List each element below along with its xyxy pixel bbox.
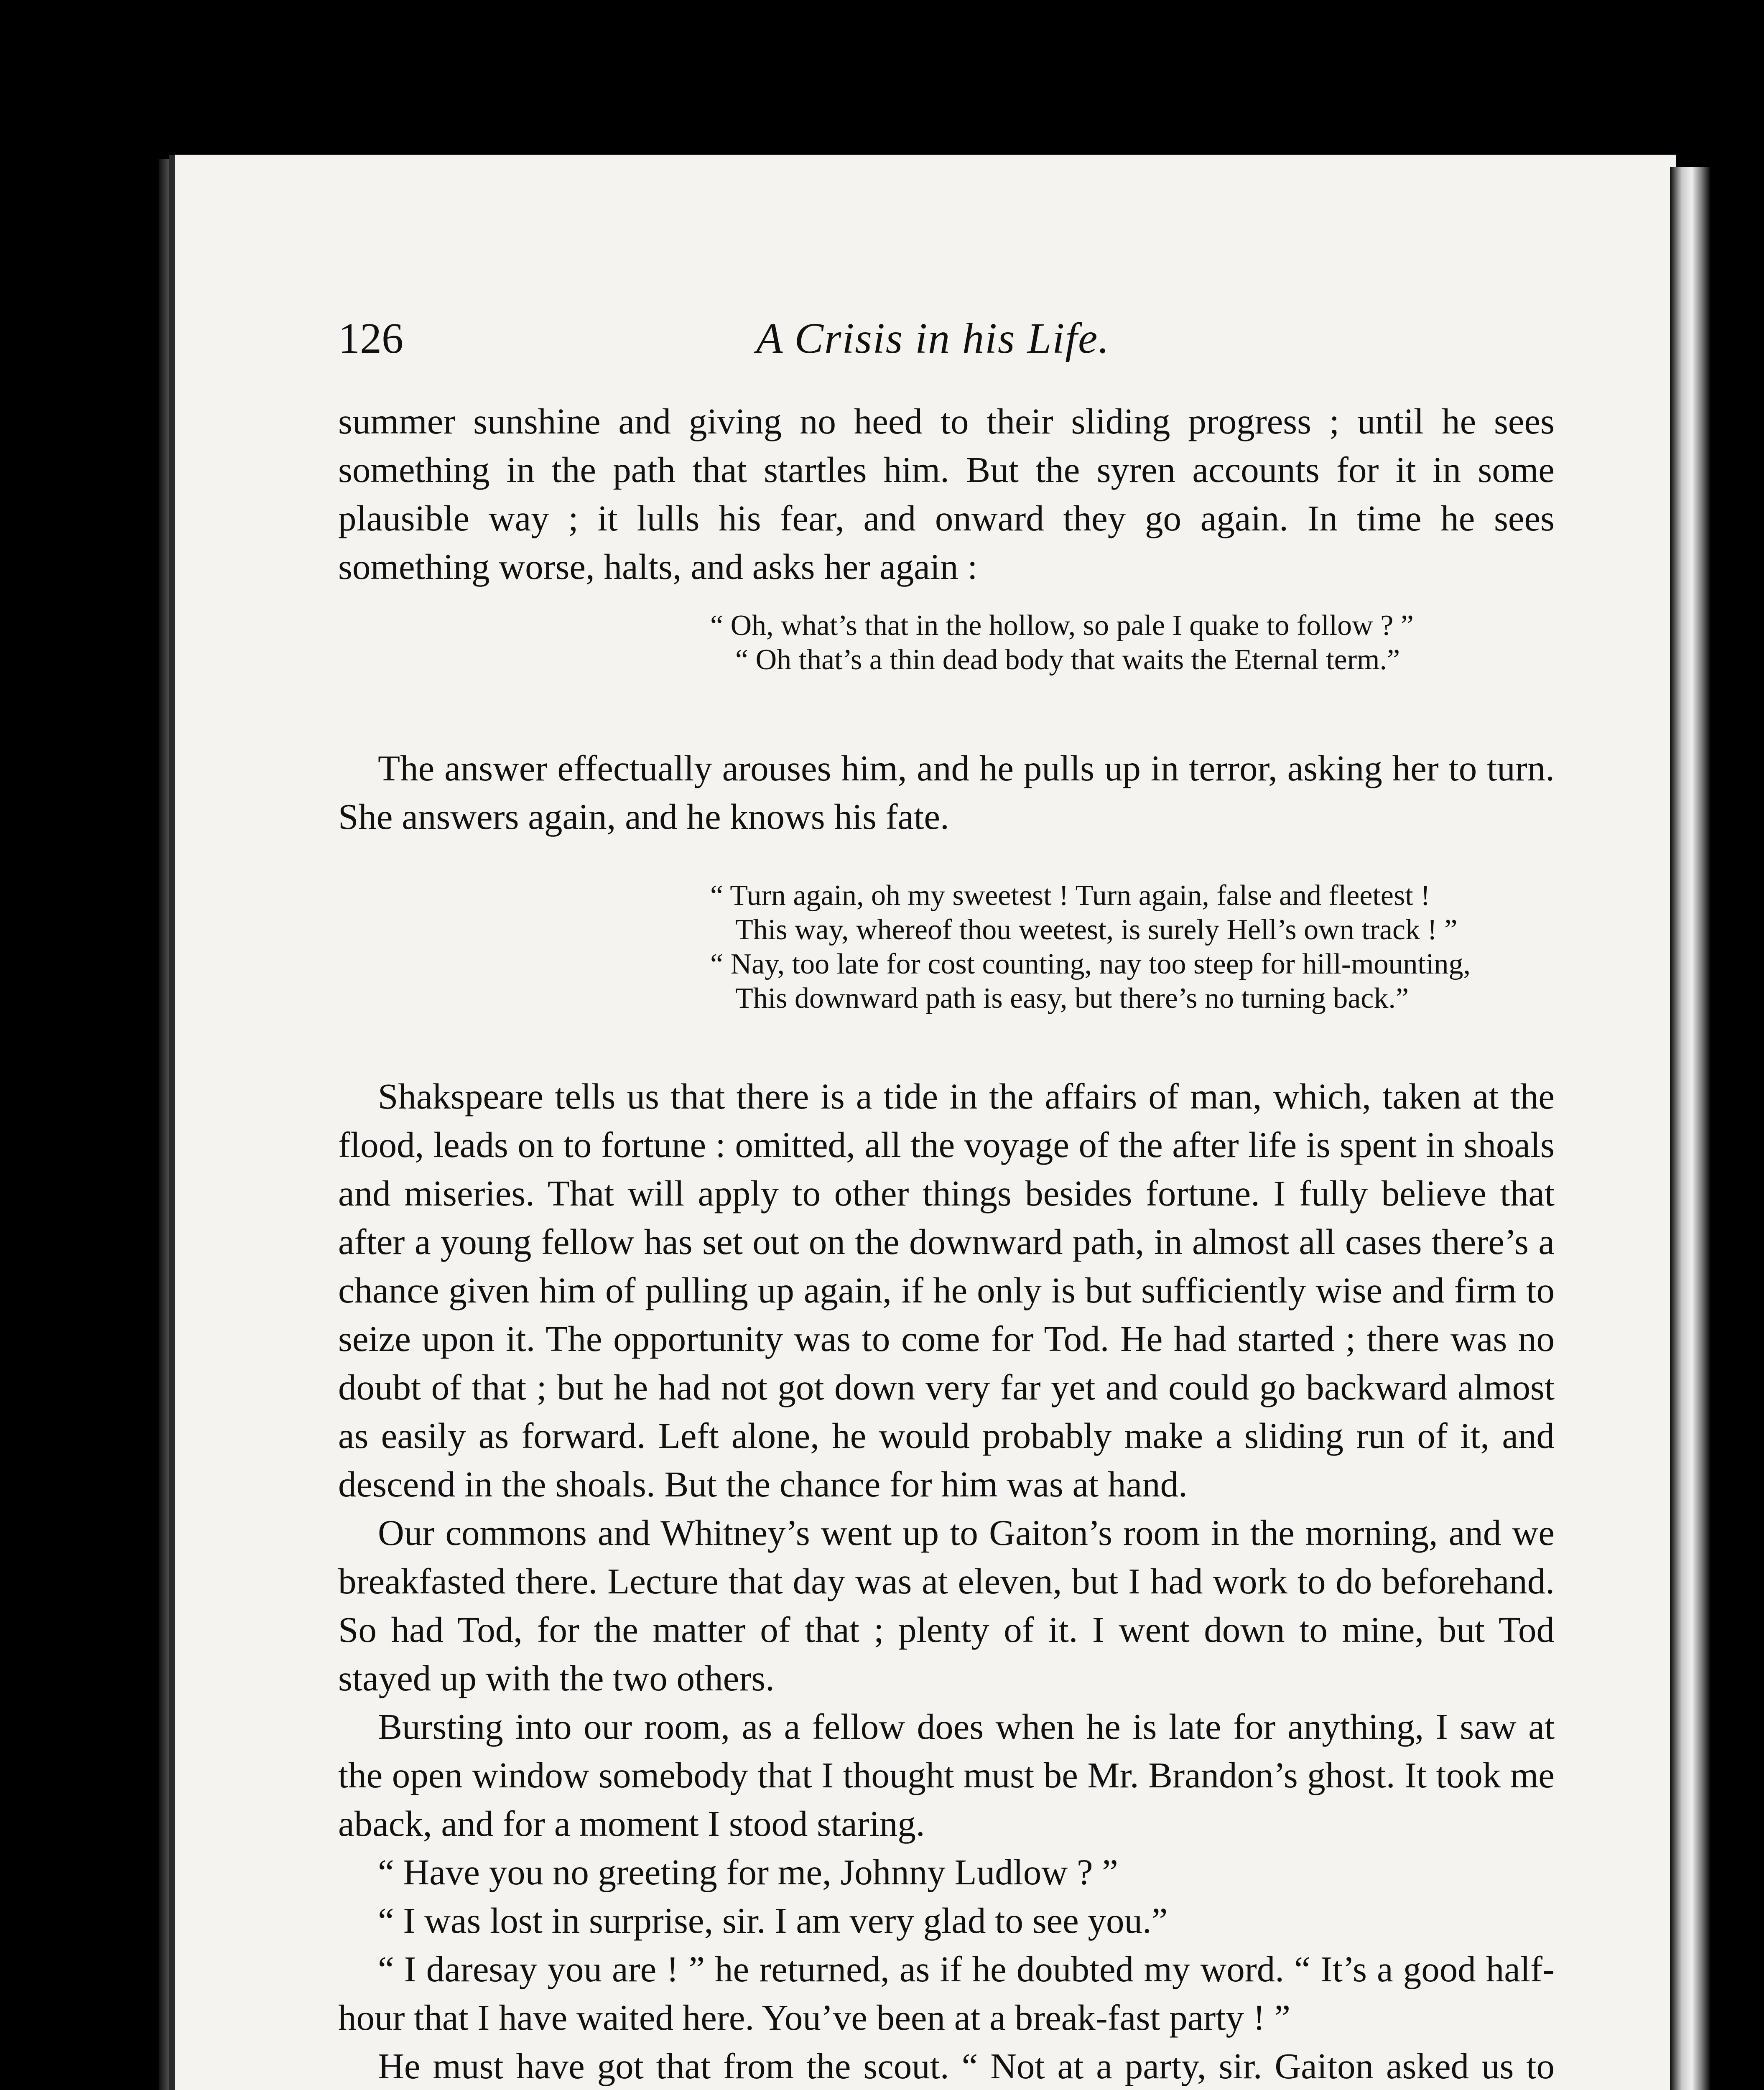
verse-line: “ Oh that’s a thin dead body that waits the Eternal term.” [735,644,1400,676]
paragraph: Bursting into our room, as a fellow does when he is late for anything, I saw at the open window somebody that I thought must be Mr. Brandon’s ghost. It took me aback, and for a moment I stood staring. [338,1706,1555,1844]
page-number: 126 [338,314,403,362]
paragraph: He must have got that from the scout. “ Not at a party, sir. Gaiton asked us to [378,2046,1555,2086]
page-body [338,397,1555,2090]
dialogue-line: “ I daresay you are ! ” he returned, as if he doubted my word. “ It’s a good half-hour that I have waited here. You’ve been at a break-fast party ! ” [338,1949,1555,2038]
paragraph: Shakspeare tells us that there is a tide in the affairs of man, which, taken at the flood, leads on to fortune : omitted, all the voyage of the after life is spent in shoals and miseries. That will apply to other things besides fortune. I fully believe that after a young fellow has set out on the downward path, in almost all cases there’s a chance given him of pulling up again, if he only is but sufficiently wise and firm to seize upon it. The opportunity was to come for Tod. He had started ; there was no doubt of that ; but he had not got down very far yet and could go backward almost as easily as forward. Left alone, he would probably make a sliding run of it, and descend in the shoals. But the chance for him was at hand. [338,1076,1555,1504]
dialogue-line: “ Have you no greeting for me, Johnny Ludlow ? ” [378,1852,1118,1892]
dialogue-line: “ I was lost in surprise, sir. I am very glad to see you.” [378,1900,1168,1941]
page-header [338,314,1467,368]
verse-line: “ Nay, too late for cost counting, nay too steep for hill-mounting, [710,948,1471,980]
verse-quote [710,609,1555,677]
verse-line: “ Oh, what’s that in the hollow, so pale I quake to follow ? ” [710,609,1414,642]
page-edge-shadow [1670,167,1710,2090]
verse-line: This downward path is easy, but there’s no turning back.” [735,982,1409,1014]
verse-quote [710,879,1555,1016]
book-page [169,155,1676,2090]
verse-line: This way, whereof thou weetest, is surely Hell’s own track ! ” [735,914,1458,946]
paragraph: summer sunshine and giving no heed to their sliding progress ; until he sees something in the path that startles him. But the syren accounts for it in some plausible way ; it lulls his fear, and onward they go again. In time he sees something worse, halts, and asks her again : [338,401,1555,587]
paragraph: Our commons and Whitney’s went up to Gaiton’s room in the morning, and we breakfasted there. Lecture that day was at eleven, but I had work to do beforehand. So had Tod, for the matter of that ; plenty of it. I went down to mine, but Tod stayed up with the two others. [338,1512,1555,1698]
verse-line: “ Turn again, oh my sweetest ! Turn again, false and fleetest ! [710,879,1430,912]
paragraph: The answer effectually arouses him, and he pulls up in terror, asking her to turn. She answers again, and he knows his fate. [338,748,1555,837]
running-title: A Crisis in his Life. [756,314,1110,362]
